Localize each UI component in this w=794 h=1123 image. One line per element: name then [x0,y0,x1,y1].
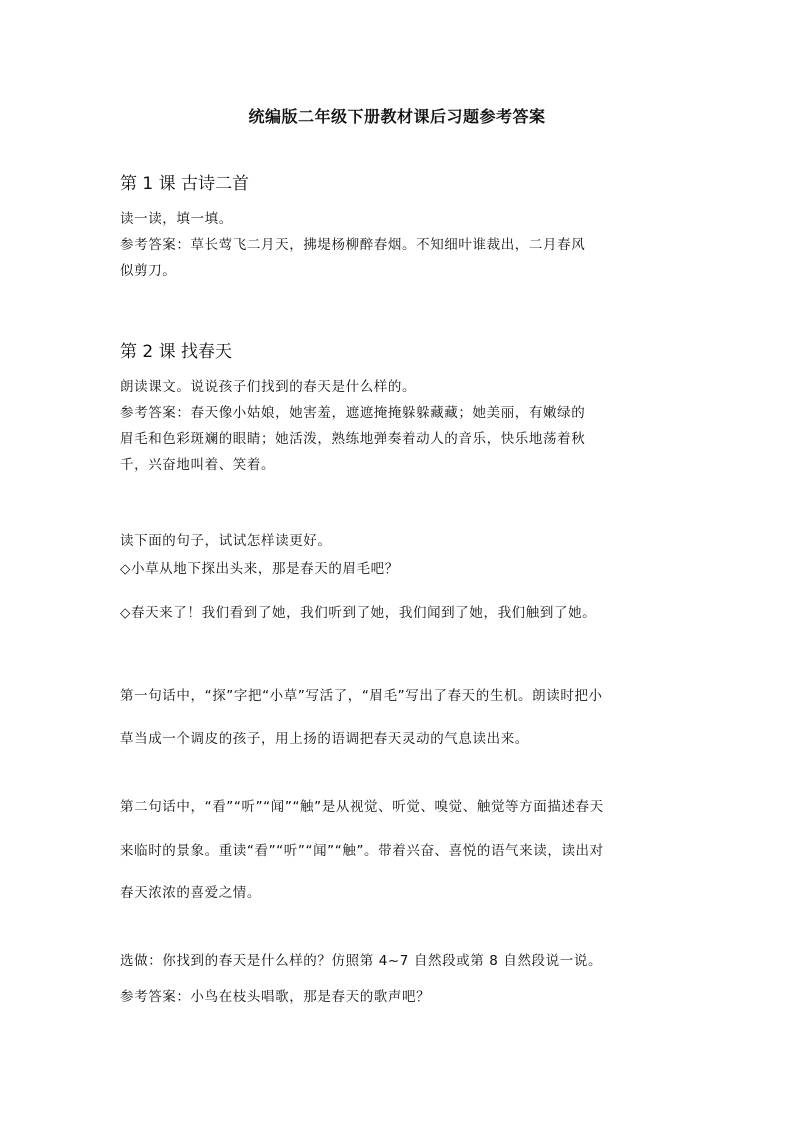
lesson2-answer-line2: 眉毛和色彩斑斓的眼睛；她活泼，熟练地弹奏着动人的音乐，快乐地荡着秋 [120,431,586,447]
lesson2-explain2-line1: 第二句话中，“看”“听”“闻”“触”是从视觉、听觉、嗅觉、触觉等方面描述春天 [120,799,604,815]
lesson2-heading: 第 2 课 找春天 [120,342,233,362]
lesson1-task: 读一读，填一填。 [120,211,233,227]
lesson2-sentence1: ◇小草从地下探出头来，那是春天的眉毛吧？ [120,561,399,577]
lesson2-answer-line3: 千，兴奋地叫着、笑着。 [120,457,276,473]
lesson2-explain2-line3: 春天浓浓的喜爱之情。 [120,885,261,901]
lesson2-optional-answer: 参考答案：小鸟在枝头唱歌，那是春天的歌声吧？ [120,989,431,1005]
lesson2-sentence2: ◇春天来了！我们看到了她，我们听到了她，我们闻到了她，我们触到了她。 [120,605,597,621]
lesson1-answer-line2: 似剪刀。 [120,263,177,279]
lesson1-answer-line1: 参考答案：草长莺飞二月天，拂堤杨柳醉春烟。不知细叶谁裁出，二月春风 [120,237,586,253]
lesson2-optional: 选做：你找到的春天是什么样的？仿照第 4~7 自然段或第 8 自然段说一说。 [120,953,603,969]
lesson2-explain1-line1: 第一句话中，“探”字把“小草”写活了，“眉毛”写出了春天的生机。朗读时把小 [120,688,603,704]
lesson2-answer-line1: 参考答案：春天像小姑娘，她害羞，遮遮掩掩躲躲藏藏；她美丽，有嫩绿的 [120,405,586,421]
lesson2-explain1-line2: 草当成一个调皮的孩子，用上扬的语调把春天灵动的气息读出来。 [120,731,529,747]
page-title: 统编版二年级下册教材课后习题参考答案 [248,107,546,126]
lesson2-explain2-line2: 来临时的景象。重读“看”“听”“闻”“触”。带着兴奋、喜悦的语气来读，读出对 [120,843,604,859]
lesson2-task: 朗读课文。说说孩子们找到的春天是什么样的。 [120,379,417,395]
lesson1-heading: 第 1 课 古诗二首 [120,174,250,194]
lesson2-task2: 读下面的句子，试试怎样读更好。 [120,533,332,549]
